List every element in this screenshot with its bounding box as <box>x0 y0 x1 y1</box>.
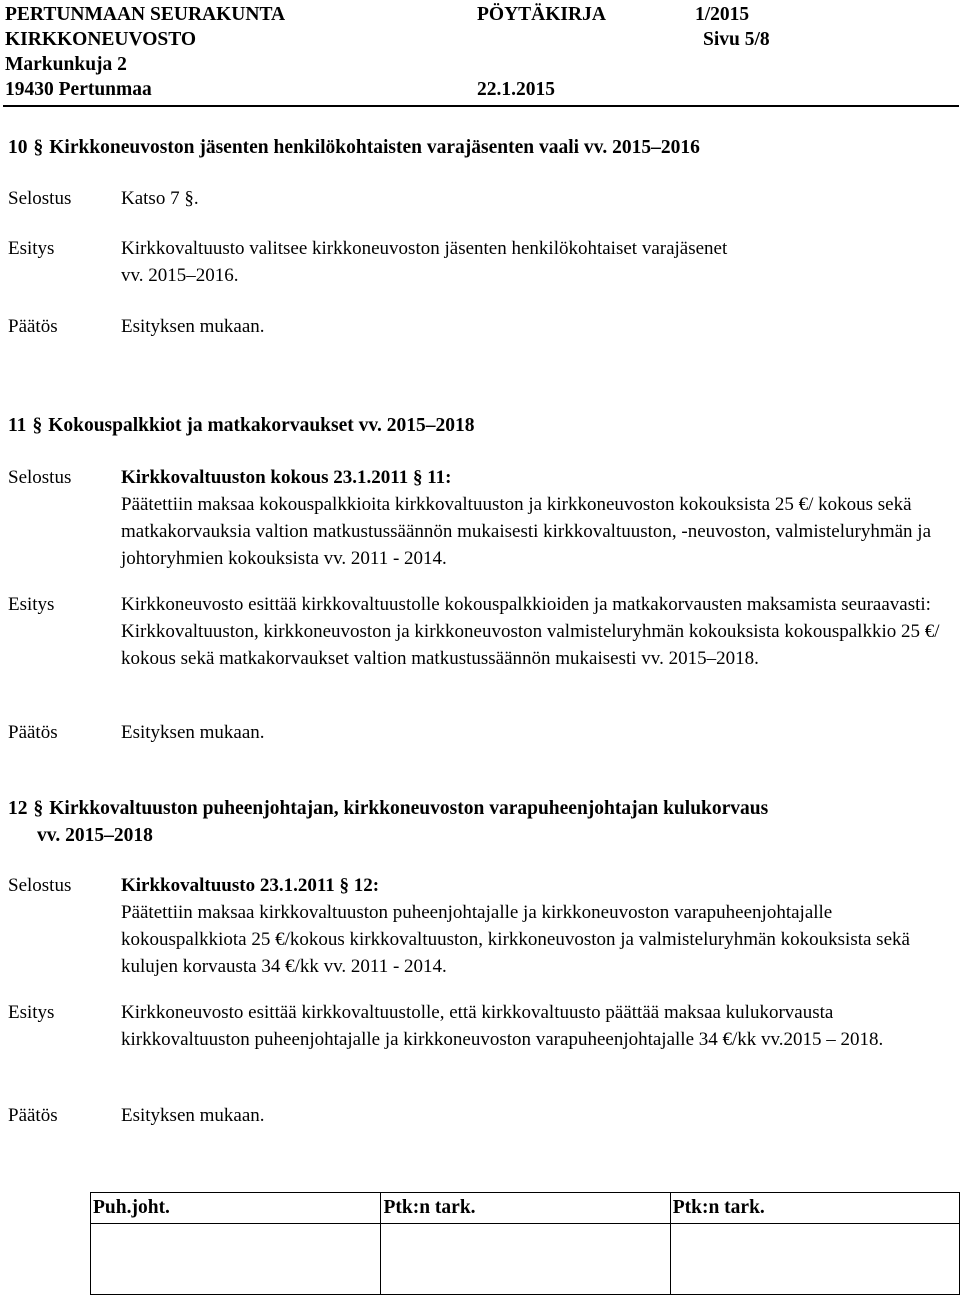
esitys-text: Kirkkoneuvosto esittää kirkkovaltuustolle, että kirkkovaltuusto päättää maksaa kulukorvausta kirkkovaltuuston puheenjohtajalle ja kirkkoneuvoston varapuheenjohtajalle 34 €/kk vv.2015 – 2018. <box>121 1002 884 1050</box>
city-address: 19430 Pertunmaa <box>5 79 152 100</box>
section-heading-line2: vv. 2015–2018 <box>37 825 153 846</box>
paatos-text: Esityksen mukaan. <box>121 1105 265 1126</box>
esitys-label: Esitys <box>8 238 55 259</box>
selostus-label: Selostus <box>8 188 72 209</box>
page-number: Sivu 5/8 <box>703 29 770 50</box>
doc-type: PÖYTÄKIRJA <box>477 4 606 25</box>
section-heading: Kirkkoneuvoston jäsenten henkilökohtaisten varajäsenten vaali vv. 2015–2016 <box>49 137 700 158</box>
section-sign: § <box>33 798 44 819</box>
signature-checker1-label: Ptk:n tark. <box>381 1193 670 1224</box>
esitys-text: Kirkkoneuvosto esittää kirkkovaltuustolle kokouspalkkioiden ja matkakorvausten maksamista seuraavasti: Kirkkovaltuuston, kirkkoneuvoston ja kirkkoneuvoston valmisteluryhmän kokouksista kokouspalkkio 25 €/ kokous sekä matkakorvaukset valtion matkustussäännön mukaisesti vv. 2015–2018. <box>121 594 940 669</box>
paatos-label: Päätös <box>8 722 58 743</box>
selostus-body <box>121 872 953 980</box>
header-divider <box>3 105 959 107</box>
org-name: PERTUNMAAN SEURAKUNTA <box>5 4 286 25</box>
esitys-label: Esitys <box>8 594 55 615</box>
signature-cell <box>670 1224 959 1295</box>
selostus-text: Päätettiin maksaa kirkkovaltuuston puheenjohtajalle ja kirkkoneuvoston varapuheenjohtajalle kokouspalkkiota 25 €/kokous kirkkovaltuuston, kirkkoneuvoston ja valmisteluryhmän kokouksista sekä kulujen korvausta 34 €/kk vv. 2011 - 2014. <box>121 902 910 977</box>
signature-chair-label: Puh.joht. <box>91 1193 381 1224</box>
paatos-label: Päätös <box>8 316 58 337</box>
paatos-text: Esityksen mukaan. <box>121 722 265 743</box>
esitys-text: Kirkkovaltuusto valitsee kirkkoneuvoston jäsenten henkilökohtaiset varajäsenet vv. 2015–2016. <box>121 238 728 286</box>
signature-header-row <box>91 1193 960 1224</box>
section-sign: § <box>32 415 43 436</box>
section-heading: Kokouspalkkiot ja matkakorvaukset vv. 2015–2018 <box>48 415 475 436</box>
esitys-label: Esitys <box>8 1002 55 1023</box>
street-address: Markunkuja 2 <box>5 54 127 75</box>
section-title <box>8 134 948 161</box>
section-title <box>8 795 948 849</box>
document-header <box>5 2 770 102</box>
signature-blank-row <box>91 1224 960 1295</box>
section-number: 10 <box>8 137 28 158</box>
selostus-heading: Kirkkovaltuuston kokous 23.1.2011 § 11: <box>121 467 452 488</box>
section-number: 12 <box>8 798 28 819</box>
selostus-heading: Kirkkovaltuusto 23.1.2011 § 12: <box>121 875 380 896</box>
signature-table <box>90 1192 960 1295</box>
signature-cell <box>91 1224 381 1295</box>
section-title <box>8 412 948 439</box>
meeting-date: 22.1.2015 <box>477 79 555 100</box>
section-number: 11 <box>8 415 27 436</box>
selostus-label: Selostus <box>8 875 72 896</box>
selostus-text: Katso 7 §. <box>121 188 199 209</box>
signature-cell <box>381 1224 670 1295</box>
paatos-label: Päätös <box>8 1105 58 1126</box>
selostus-text: Päätettiin maksaa kokouspalkkioita kirkkovaltuuston ja kirkkoneuvoston kokouksista 25 €/ kokous sekä matkakorvauksia valtion matkustussäännön mukaisesti kirkkovaltuuston, -neuvoston, valmisteluryhmän ja johtoryhmien kokouksista vv. 2011 - 2014. <box>121 494 932 569</box>
selostus-label: Selostus <box>8 467 72 488</box>
section-sign: § <box>33 137 44 158</box>
doc-number: 1/2015 <box>695 4 750 25</box>
paatos-text: Esityksen mukaan. <box>121 316 265 337</box>
selostus-body <box>121 464 953 572</box>
section-heading: Kirkkovaltuuston puheenjohtajan, kirkkoneuvoston varapuheenjohtajan kulukorvaus <box>49 798 769 819</box>
body-name: KIRKKONEUVOSTO <box>5 29 197 50</box>
signature-checker2-label: Ptk:n tark. <box>670 1193 959 1224</box>
